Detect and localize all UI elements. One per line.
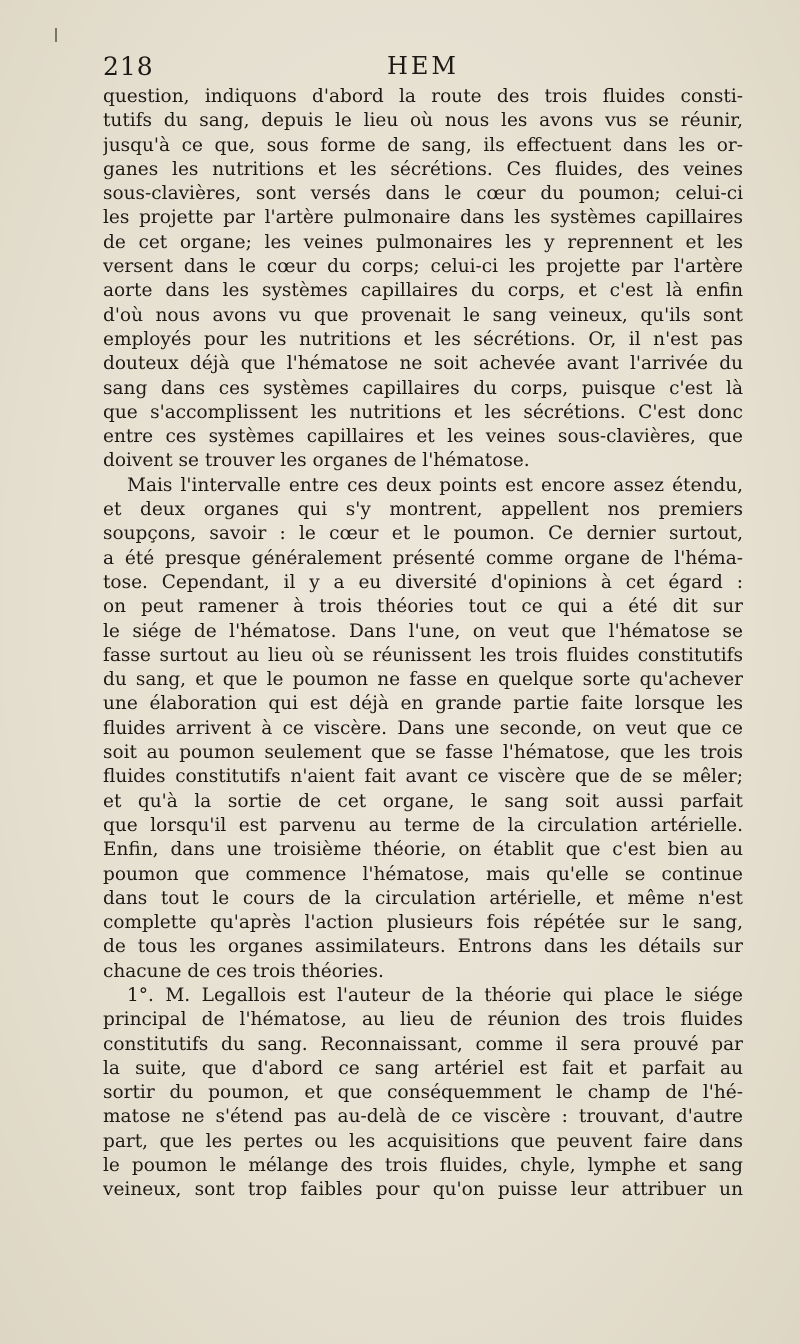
text-line: versent dans le cœur du corps; celui-ci les projette par l'artère: [103, 256, 743, 278]
text-line: le siége de l'hématose. Dans l'une, on veut que l'hématose se: [103, 620, 743, 642]
text-line: d'où nous avons vu que provenait le sang veineux, qu'ils sont: [103, 304, 743, 326]
text-line: principal de l'hématose, au lieu de réunion des trois fluides: [103, 1009, 743, 1031]
text-line: tose. Cependant, il y a eu diversité d'opinions à cet égard :: [103, 571, 743, 593]
text-line: veineux, sont trop faibles pour qu'on puisse leur attribuer un: [103, 1179, 743, 1201]
text-line: matose ne s'étend pas au-delà de ce viscère : trouvant, d'autre: [103, 1106, 743, 1128]
text-line: la suite, que d'abord ce sang artériel est fait et parfait au: [103, 1057, 743, 1079]
text-line: part, que les pertes ou les acquisitions que peuvent faire dans: [103, 1130, 743, 1152]
text-line: poumon que commence l'hématose, mais qu'elle se continue: [103, 863, 743, 885]
text-line: sous-clavières, sont versés dans le cœur du poumon; celui-ci: [103, 183, 743, 205]
text-line: question, indiquons d'abord la route des trois fluides consti-: [103, 86, 743, 107]
text-line: a été presque généralement présenté comme organe de l'héma-: [103, 547, 743, 569]
text-line: le poumon le mélange des trois fluides, chyle, lymphe et sang: [103, 1155, 743, 1177]
text-line: et deux organes qui s'y montrent, appellent nos premiers: [103, 499, 743, 521]
text-line: tutifs du sang, depuis le lieu où nous les avons vus se réunir,: [103, 110, 743, 132]
text-line: constitutifs du sang. Reconnaissant, comme il sera prouvé par: [103, 1033, 743, 1055]
text-line: employés pour les nutritions et les sécrétions. Or, il n'est pas: [103, 328, 743, 350]
text-line: que s'accomplissent les nutritions et les sécrétions. C'est donc: [103, 401, 743, 423]
text-line: entre ces systèmes capillaires et les veines sous-clavières, que: [103, 426, 743, 448]
text-line: que lorsqu'il est parvenu au terme de la circulation artérielle.: [103, 814, 743, 836]
text-line: et qu'à la sortie de cet organe, le sang soit aussi parfait: [103, 790, 743, 812]
text-line: sortir du poumon, et que conséquemment le champ de l'hé-: [103, 1082, 743, 1104]
text-line: soupçons, savoir : le cœur et le poumon. Ce dernier surtout,: [103, 523, 743, 545]
text-line: on peut ramener à trois théories tout ce qui a été dit sur: [103, 596, 743, 618]
margin-mark: [55, 28, 57, 42]
text-line: chacune de ces trois théories.: [103, 960, 384, 982]
text-line: Enfin, dans une troisième théorie, on établit que c'est bien au: [103, 839, 743, 861]
text-line: de cet organe; les veines pulmonaires les y reprennent et les: [103, 231, 743, 253]
text-line: fasse surtout au lieu où se réunissent les trois fluides constitutifs: [103, 644, 743, 666]
text-line: les projette par l'artère pulmonaire dans les systèmes capillaires: [103, 207, 743, 229]
text-line: complette qu'après l'action plusieurs fois répétée sur le sang,: [103, 912, 743, 934]
page-header: HEM: [386, 52, 460, 80]
text-line: sang dans ces systèmes capillaires du corps, puisque c'est là: [103, 377, 743, 399]
text-line: aorte dans les systèmes capillaires du corps, et c'est là enfin: [103, 280, 743, 302]
running-head: [103, 52, 743, 82]
text-line: fluides arrivent à ce viscère. Dans une seconde, on veut que ce: [103, 717, 743, 739]
text-line: dans tout le cours de la circulation artérielle, et même n'est: [103, 887, 743, 909]
text-line: 1°. M. Legallois est l'auteur de la théorie qui place le siége: [127, 984, 743, 1006]
text-line: doivent se trouver les organes de l'hématose.: [103, 450, 530, 472]
text-line: une élaboration qui est déjà en grande partie faite lorsque les: [103, 693, 743, 715]
text-line: Mais l'intervalle entre ces deux points est encore assez étendu,: [127, 474, 743, 496]
text-line: du sang, et que le poumon ne fasse en quelque sorte qu'achever: [103, 669, 743, 691]
text-line: jusqu'à ce que, sous forme de sang, ils effectuent dans les or-: [103, 134, 743, 156]
text-line: de tous les organes assimilateurs. Entrons dans les détails sur: [103, 936, 743, 958]
body-text: [103, 85, 743, 1203]
text-line: soit au poumon seulement que se fasse l'hématose, que les trois: [103, 742, 743, 764]
text-line: douteux déjà que l'hématose ne soit achevée avant l'arrivée du: [103, 353, 743, 375]
text-line: fluides constitutifs n'aient fait avant ce viscère que de se mêler;: [103, 766, 743, 788]
page-number: 218: [103, 52, 154, 81]
text-line: ganes les nutritions et les sécrétions. Ces fluides, des veines: [103, 158, 743, 180]
